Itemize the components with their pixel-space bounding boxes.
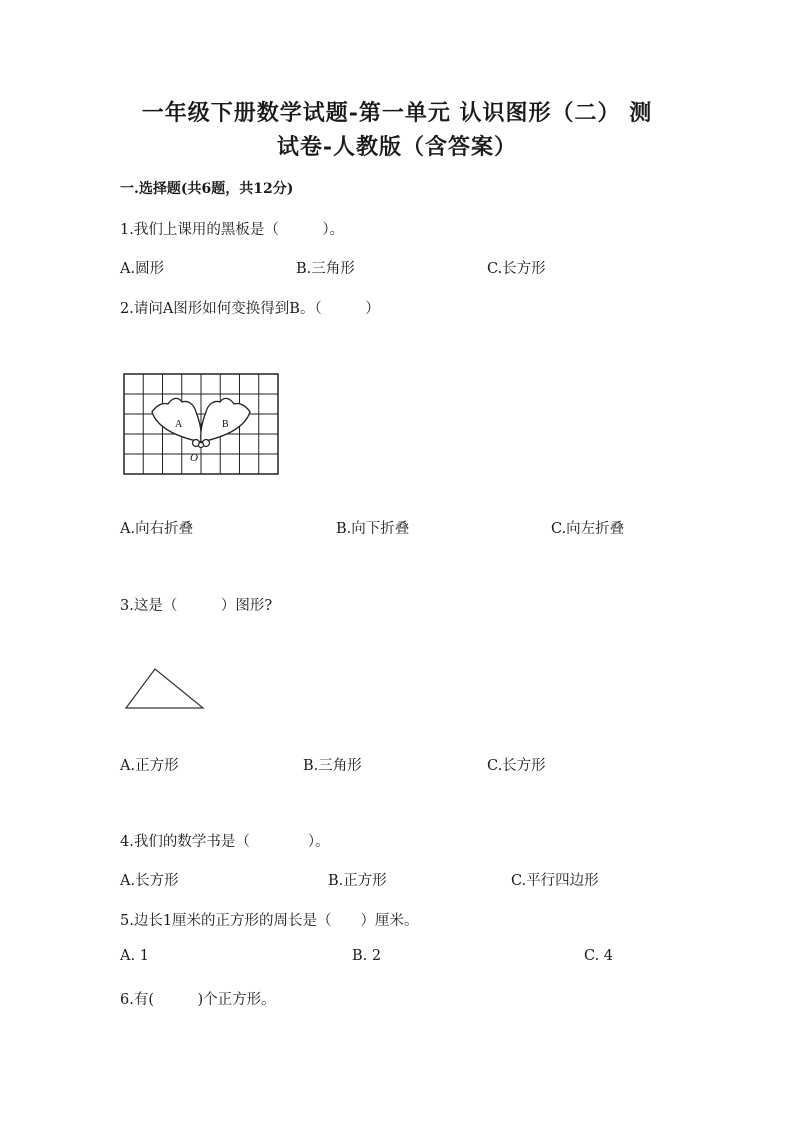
question-2-option-b: B.向下折叠 [336,521,410,537]
triangle-figure [122,665,208,711]
question-4-text: 4.我们的数学书是（ ）。 [120,834,330,850]
figure-label-a: A [175,419,183,430]
question-1-option-a: A.圆形 [120,261,165,277]
question-1-option-b: B.三角形 [296,261,355,277]
question-4-option-c: C.平行四边形 [511,873,599,889]
question-1-option-c: C.长方形 [487,261,546,277]
question-3-option-c: C.长方形 [487,758,546,774]
page-title-line-2: 试卷-人教版（含答案） [276,134,518,160]
question-3-option-b: B.三角形 [303,758,362,774]
question-2-option-c: C.向左折叠 [551,521,625,537]
grid-lines [124,374,278,474]
question-3-option-a: A.正方形 [120,758,179,774]
question-5-option-c: C. 4 [584,948,614,964]
figure-label-b: B [222,419,229,430]
question-5-option-b: B. 2 [352,948,382,964]
question-5-text: 5.边长1厘米的正方形的周长是（ ）厘米。 [120,913,419,929]
figure-label-o: O [190,452,198,464]
question-2-text: 2.请问A图形如何变换得到B。（ ） [120,301,380,317]
question-4-option-a: A.长方形 [120,873,179,889]
question-6-text: 6.有( )个正方形。 [120,992,276,1008]
question-5-option-a: A. 1 [120,948,149,964]
question-2-option-a: A.向右折叠 [120,521,194,537]
page-title-line-1: 一年级下册数学试题-第一单元 认识图形（二） 测 [141,100,653,126]
question-4-option-b: B.正方形 [328,873,387,889]
section-heading: 一.选择题(共6题，共12分) [120,181,294,197]
triangle-shape [126,669,203,708]
question-3-text: 3.这是（ ）图形? [120,598,273,614]
question-1-text: 1.我们上课用的黑板是（ ）。 [120,222,345,238]
flower-grid-figure [122,372,280,476]
